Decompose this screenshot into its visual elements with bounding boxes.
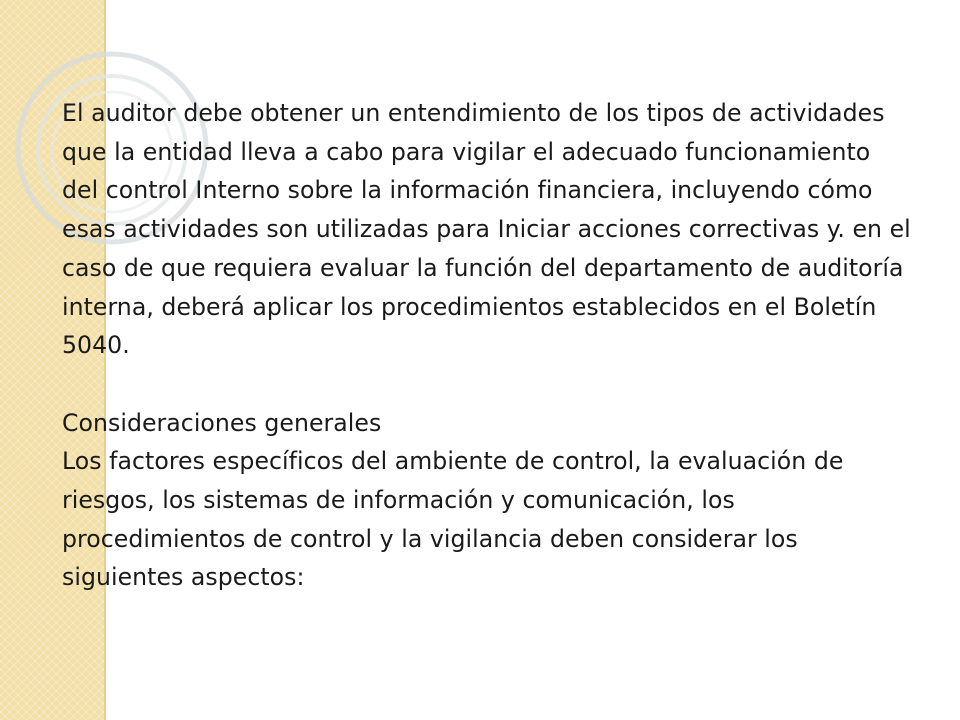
slide-body <box>62 94 912 597</box>
body-paragraph-2: Los factores específicos del ambiente de control, la evaluación de riesgos, los sistemas de información y comunicación, los procedimientos de control y la vigilancia deben considerar los siguientes aspectos: <box>62 447 844 592</box>
section-heading: Consideraciones generales <box>62 408 382 437</box>
body-paragraph-1: El auditor debe obtener un entendimiento de los tipos de actividades que la entidad lleva a cabo para vigilar el adecuado funcionamiento del control Interno sobre la información financiera, incluyendo cómo esas actividades son utilizadas para Iniciar acciones correctivas y. en el caso de que requiera evaluar la función del departamento de auditoría interna, deberá aplicar los procedimientos establecidos en el Boletín 5040. <box>62 99 911 360</box>
